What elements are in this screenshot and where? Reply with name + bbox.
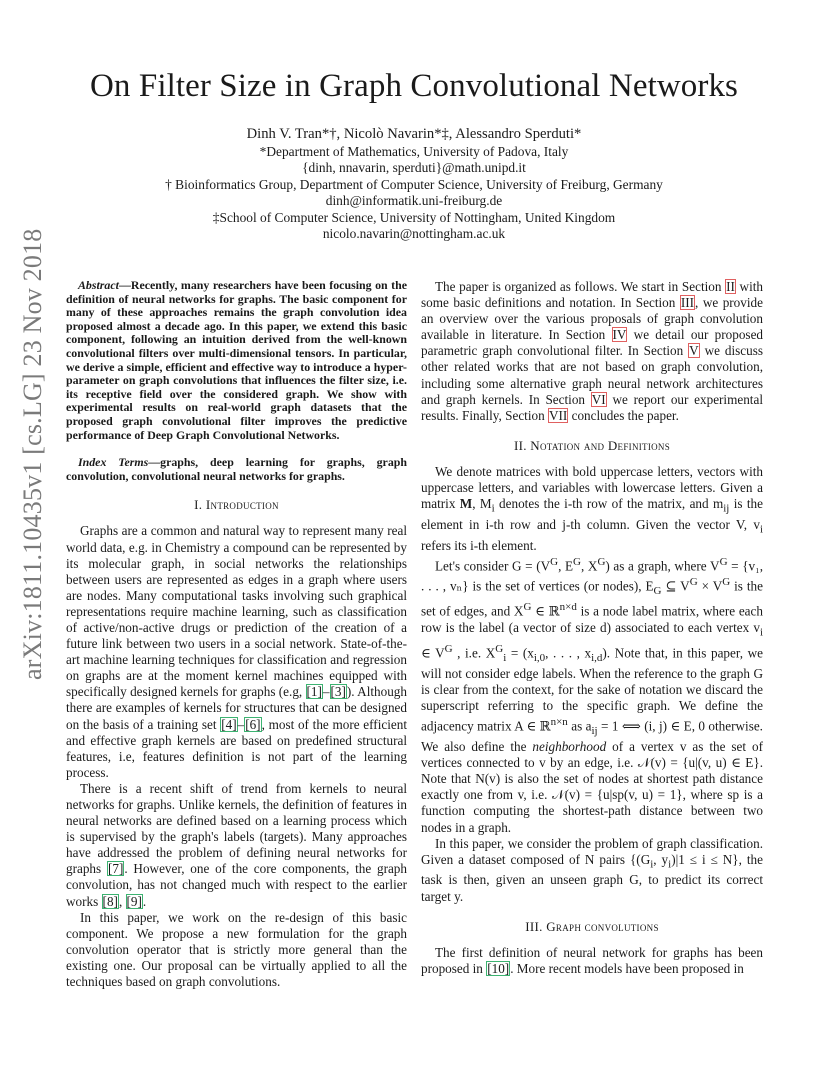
abstract-lead: Abstract bbox=[78, 278, 119, 292]
notation-paragraph-1: We denote matrices with bold uppercase letters, vectors with uppercase letters, and variables with lowercase letters. Given a matrix M, $M_i$ denotes the i-th row of the matrix, and $m_{ij}$ is the element in i-th row and j-th column. Given the vector V, $v_i$ refers its i-th element. bbox=[421, 463, 763, 553]
right-column bbox=[421, 279, 763, 977]
intro-paragraph-2: There is a recent shift of trend from kernels to neural networks for graphs. Unlike kernels, the definition of features in neural networks are defined based on a learning process which is supervised by the graph's labels (targets). Many approaches have addressed the problem of defining neural networks for graphs [7]. However, one of the core components, the graph convolution, has not changed much with respect to the earlier works [8], [9]. bbox=[66, 780, 407, 909]
section-link[interactable]: VII bbox=[548, 407, 568, 423]
email-nottingham: nicolo.navarin@nottingham.ac.uk bbox=[322, 226, 506, 241]
author-names: Dinh V. Tran*†, Nicolò Navarin*‡, Alessandro Sperduti* bbox=[246, 126, 582, 142]
intro-paragraph-4: The paper is organized as follows. We start in Section II with some basic definitions and notation. In Section III, we provide an overview over the various proposals of graph convolution available in literature. In Section IV we detail our proposed parametric graph convolutional filter. In Section V we discuss other related works that are not based on graph convolution, including some alternative graph neural network architectures and graph kernels. In Section VI we report our experimental results. Finally, Section VII concludes the paper. bbox=[421, 279, 764, 423]
email-padova: {dinh, nnavarin, sperduti}@math.unipd.it bbox=[302, 160, 526, 175]
affiliation-padova: *Department of Mathematics, University of Padova, Italy bbox=[259, 143, 569, 159]
paper-title: On Filter Size in Graph Convolutional Networks bbox=[89, 68, 739, 104]
email-freiburg: dinh@informatik.uni-freiburg.de bbox=[325, 193, 503, 208]
section-heading-graph-convolutions: III. Graph convolutions bbox=[525, 918, 659, 934]
index-terms-lead: Index Terms bbox=[78, 455, 149, 470]
notation-paragraph-2: Let's consider $G = (V^G$, $E^G$, $X^G$) as a graph, where $V^G = \{v_1$, . . . , vₙ} is the set of vertices (or nodes), $E_G$ ⊆ $V^G \times V^G$ is the set of edges, and $X^G$ ∈ ℝ$^{n\times d}$ is a node label matrix, where each row is the label (a vector of size d) associated to each vertex $v_i$ ∈ $V^G$ , i.e. $X^G_i = (x_{i,0}$, . . . , $x_{i,d}$). Note that, in this paper, we will not consider edge labels. When the reference to the graph G is clear from the context, for the sake of notation we discard the superscript referring to the specific graph. We define the adjacency matrix A ∈ ℝ$^{n\times n}$ as $a_{ij} = 1$ ⟺ (i, j) ∈ E, 0 otherwise. We also define the neighborhood of a vertex v as the set of vertices connected to v by an edge, i.e. 𝒩(v) = {u|(v, u) ∈ E}. Note that N(v) is also the set of nodes at shortest path distance exactly one from v, i.e. 𝒩(v) = {u|sp(v, u) = 1}, where sp is a function computing the shortest-path distance between two nodes in a graph. bbox=[421, 555, 764, 835]
author-block bbox=[0, 126, 828, 243]
affiliation-freiburg: † Bioinformatics Group, Department of Computer Science, University of Freiburg, Germany bbox=[165, 176, 663, 192]
index-terms-text: —graphs, deep learning for graphs, graph convolution, convolutional neural networks for graphs. bbox=[66, 455, 407, 483]
notation-paragraph-3: In this paper, we consider the problem of graph classification. Given a dataset composed of N pairs {($G_i$, $y_i)|1 \le i \le N$}, the task is then, given an unseen graph G, to predict its correct target y. bbox=[421, 835, 763, 904]
arxiv-identifier: arXiv:1811.10435v1 [cs.LG] 23 Nov 2018 bbox=[18, 228, 47, 680]
section-link[interactable]: II bbox=[726, 279, 735, 294]
citation-link[interactable]: [7] bbox=[107, 861, 124, 877]
abstract-text: —Recently, many researchers have been focusing on the definition of neural networks for graphs. The basic component for many of these approaches remains the graph convolution idea proposed almost a decade ago. In this paper, we extend this basic component, following an intuition derived from the well-known convolutional filters over multi-dimensional tensors. In particular, we derive a simple, efficient and effective way to introduce a hyper-parameter on graph convolutions that influences the filter size, i.e. its receptive field over the considered graph. We show with experimental results on real-world graph datasets that the proposed graph convolutional filter improves the predictive performance of Deep Graph Convolutional Networks. bbox=[66, 278, 407, 442]
citation-link[interactable]: [9] bbox=[126, 893, 142, 909]
section-link[interactable]: V bbox=[689, 343, 699, 359]
index-terms bbox=[66, 456, 407, 483]
section-heading-introduction: I. Introduction bbox=[194, 497, 279, 513]
citation-link[interactable]: [6] bbox=[245, 716, 261, 732]
intro-paragraph-3: In this paper, we work on the re-design of this basic component. We propose a new formulation for the graph convolution operator that is strictly more general than the existing one. Our proposal can be virtually applied to all the techniques based on graph convolutions. bbox=[66, 909, 407, 990]
section-heading-notation: II. Notation and Definitions bbox=[513, 437, 671, 453]
section-link[interactable]: VI bbox=[591, 391, 606, 407]
affiliation-nottingham: ‡School of Computer Science, University of Nottingham, United Kingdom bbox=[212, 209, 616, 225]
abstract bbox=[66, 279, 407, 442]
citation-link[interactable]: [3] bbox=[330, 684, 346, 700]
section-link[interactable]: IV bbox=[612, 327, 627, 343]
citation-link[interactable]: [4] bbox=[221, 716, 237, 732]
citation-link[interactable]: [1] bbox=[306, 684, 322, 700]
citation-link[interactable]: [10] bbox=[487, 960, 510, 976]
intro-paragraph-1: Graphs are a common and natural way to represent many real world data, e.g. in Chemistry a compound can be represented by its molecular graph, in social networks the relationships between users are represented as edges in a graph where users are nodes. Many computational tasks involving such graphical representations require machine learning, such as classification of active/non-active drugs or prediction of the creation of a future link between two users in a social network. State-of-the-art machine learning techniques for classification and regression on graphs are at the moment kernel machines equipped with specifically designed kernels for graphs (e.g, [1]–[3]). Although there are examples of kernels for structures that can be designed on the basis of a training set [4]–[6], most of the more efficient and effective graph kernels are based on predefined structural features, i.e, features definition is not part of the learning process. bbox=[66, 523, 407, 780]
left-column bbox=[66, 279, 407, 990]
section-link[interactable]: III bbox=[680, 295, 695, 311]
citation-link[interactable]: [8] bbox=[102, 893, 118, 909]
convolutions-paragraph-1: The first definition of neural network for graphs has been proposed in [10]. More recent models have been proposed in bbox=[421, 944, 763, 976]
